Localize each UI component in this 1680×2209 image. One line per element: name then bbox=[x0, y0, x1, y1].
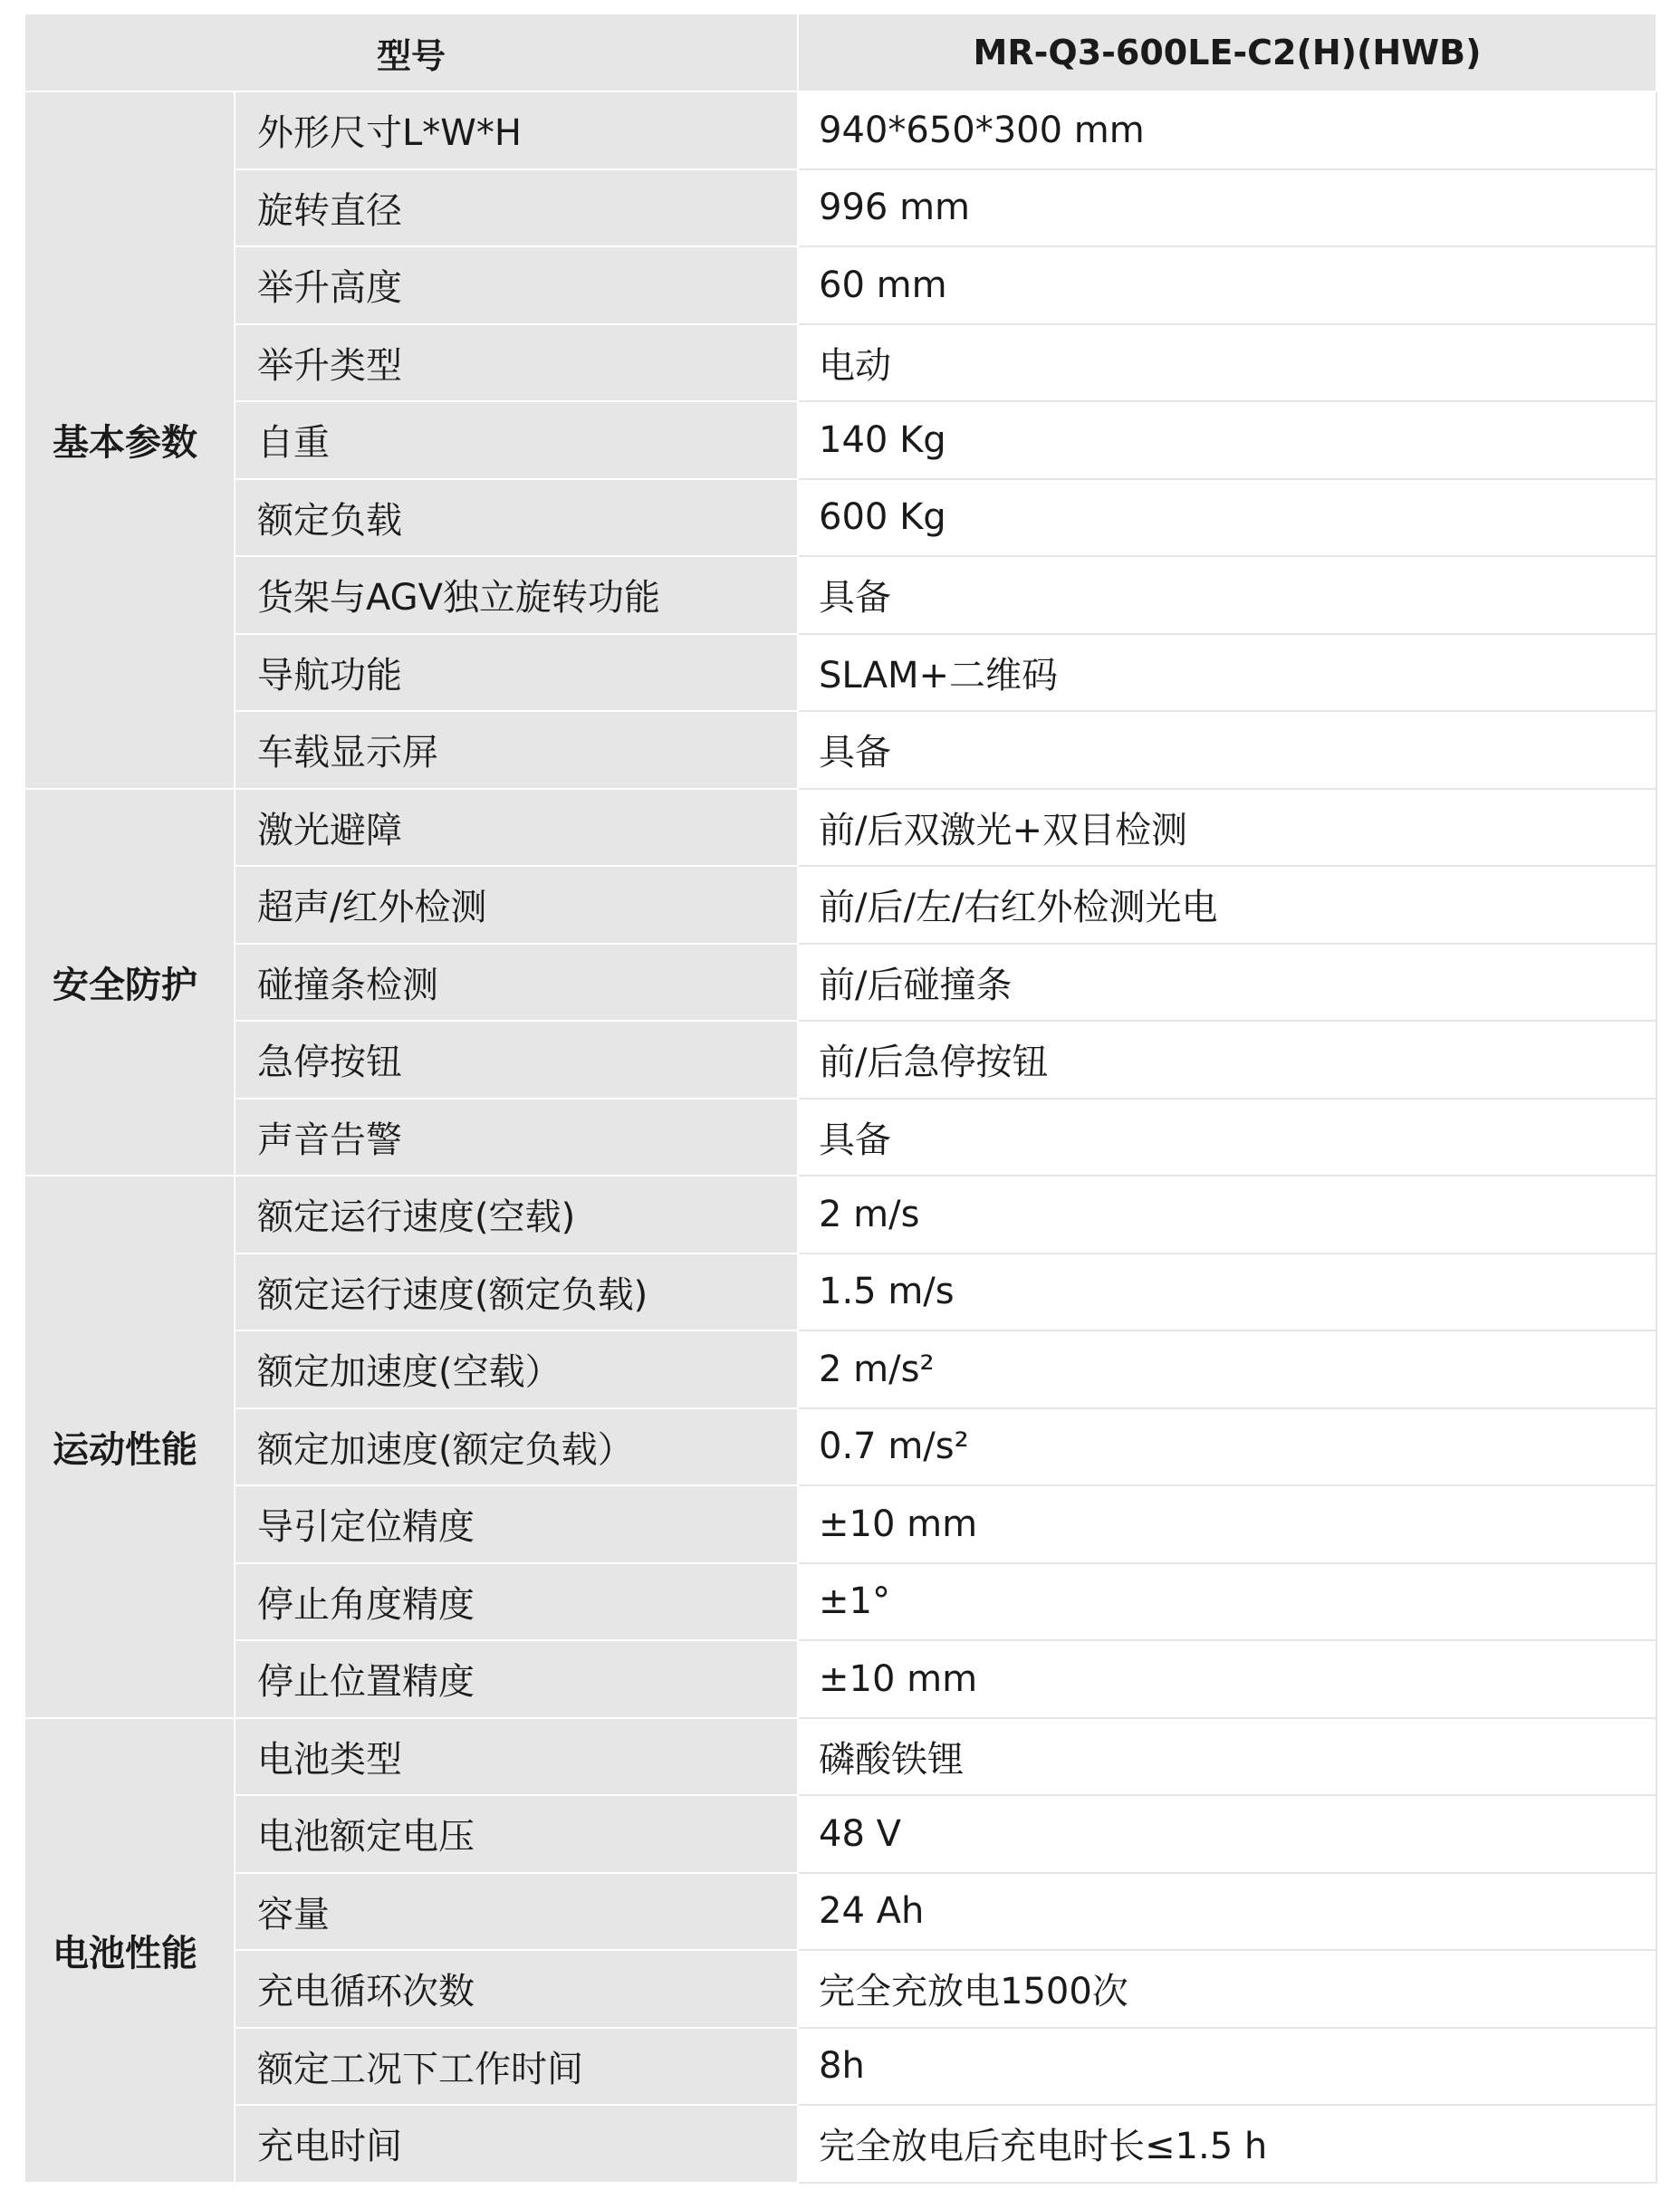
parameter-value: 48 V bbox=[798, 1795, 1656, 1873]
parameter-name: 激光避障 bbox=[235, 789, 798, 867]
parameter-name: 举升类型 bbox=[235, 324, 798, 402]
parameter-name: 额定加速度(空载） bbox=[235, 1330, 798, 1408]
parameter-name: 举升高度 bbox=[235, 246, 798, 324]
table-row bbox=[24, 324, 1656, 402]
parameter-value: 24 Ah bbox=[798, 1873, 1656, 1951]
parameter-name: 碰撞条检测 bbox=[235, 944, 798, 1022]
parameter-name: 导航功能 bbox=[235, 634, 798, 712]
parameter-name: 停止角度精度 bbox=[235, 1563, 798, 1641]
parameter-name: 车载显示屏 bbox=[235, 711, 798, 789]
parameter-value: 具备 bbox=[798, 1099, 1656, 1177]
parameter-name: 货架与AGV独立旋转功能 bbox=[235, 556, 798, 634]
parameter-name: 超声/红外检测 bbox=[235, 866, 798, 944]
category-cell: 电池性能 bbox=[24, 1718, 235, 2183]
parameter-value: 2 m/s² bbox=[798, 1330, 1656, 1408]
parameter-value: 完全放电后充电时长≤1.5 h bbox=[798, 2105, 1656, 2183]
parameter-value: 60 mm bbox=[798, 246, 1656, 324]
table-row bbox=[24, 2028, 1656, 2106]
parameter-name: 额定负载 bbox=[235, 479, 798, 557]
category-cell: 安全防护 bbox=[24, 789, 235, 1177]
spec-body bbox=[24, 91, 1656, 2183]
parameter-value: 140 Kg bbox=[798, 401, 1656, 479]
table-row bbox=[24, 1873, 1656, 1951]
parameter-name: 额定工况下工作时间 bbox=[235, 2028, 798, 2106]
parameter-name: 充电时间 bbox=[235, 2105, 798, 2183]
table-row bbox=[24, 1408, 1656, 1486]
table-row bbox=[24, 944, 1656, 1022]
parameter-value: 前/后急停按钮 bbox=[798, 1021, 1656, 1099]
table-row bbox=[24, 1640, 1656, 1718]
parameter-value: 具备 bbox=[798, 556, 1656, 634]
parameter-value: 电动 bbox=[798, 324, 1656, 402]
parameter-value: 8h bbox=[798, 2028, 1656, 2106]
model-label: 型号 bbox=[24, 14, 798, 91]
category-cell: 基本参数 bbox=[24, 91, 235, 789]
table-row bbox=[24, 866, 1656, 944]
parameter-value: 磷酸铁锂 bbox=[798, 1718, 1656, 1796]
parameter-name: 额定加速度(额定负载） bbox=[235, 1408, 798, 1486]
table-row bbox=[24, 169, 1656, 247]
table-row bbox=[24, 556, 1656, 634]
parameter-name: 停止位置精度 bbox=[235, 1640, 798, 1718]
parameter-name: 导引定位精度 bbox=[235, 1485, 798, 1563]
table-row bbox=[24, 1718, 1656, 1796]
header-row bbox=[24, 14, 1656, 91]
parameter-name: 旋转直径 bbox=[235, 169, 798, 247]
table-row bbox=[24, 1795, 1656, 1873]
parameter-name: 充电循环次数 bbox=[235, 1950, 798, 2028]
table-row bbox=[24, 789, 1656, 867]
parameter-value: 前/后碰撞条 bbox=[798, 944, 1656, 1022]
parameter-value: 600 Kg bbox=[798, 479, 1656, 557]
table-row bbox=[24, 1485, 1656, 1563]
table-row bbox=[24, 1021, 1656, 1099]
parameter-value: SLAM+二维码 bbox=[798, 634, 1656, 712]
parameter-name: 外形尺寸L*W*H bbox=[235, 91, 798, 169]
table-row bbox=[24, 91, 1656, 169]
parameter-name: 电池类型 bbox=[235, 1718, 798, 1796]
parameter-name: 自重 bbox=[235, 401, 798, 479]
table-row bbox=[24, 1563, 1656, 1641]
parameter-value: 完全充放电1500次 bbox=[798, 1950, 1656, 2028]
parameter-value: 前/后/左/右红外检测光电 bbox=[798, 866, 1656, 944]
parameter-value: 0.7 m/s² bbox=[798, 1408, 1656, 1486]
spec-table bbox=[24, 13, 1657, 2184]
table-row bbox=[24, 2105, 1656, 2183]
parameter-name: 电池额定电压 bbox=[235, 1795, 798, 1873]
parameter-name: 额定运行速度(空载) bbox=[235, 1176, 798, 1253]
parameter-name: 急停按钮 bbox=[235, 1021, 798, 1099]
table-row bbox=[24, 479, 1656, 557]
table-row bbox=[24, 1330, 1656, 1408]
table-row bbox=[24, 401, 1656, 479]
table-row bbox=[24, 1176, 1656, 1253]
table-row bbox=[24, 1950, 1656, 2028]
parameter-value: 1.5 m/s bbox=[798, 1253, 1656, 1331]
parameter-value: 具备 bbox=[798, 711, 1656, 789]
table-row bbox=[24, 246, 1656, 324]
table-row bbox=[24, 634, 1656, 712]
parameter-value: 2 m/s bbox=[798, 1176, 1656, 1253]
category-cell: 运动性能 bbox=[24, 1176, 235, 1718]
parameter-name: 额定运行速度(额定负载) bbox=[235, 1253, 798, 1331]
table-row bbox=[24, 1099, 1656, 1177]
table-row bbox=[24, 711, 1656, 789]
parameter-value: 996 mm bbox=[798, 169, 1656, 247]
parameter-name: 容量 bbox=[235, 1873, 798, 1951]
parameter-value: ±1° bbox=[798, 1563, 1656, 1641]
parameter-value: ±10 mm bbox=[798, 1485, 1656, 1563]
parameter-name: 声音告警 bbox=[235, 1099, 798, 1177]
model-value: MR-Q3-600LE-C2(H)(HWB) bbox=[798, 14, 1656, 91]
parameter-value: 前/后双激光+双目检测 bbox=[798, 789, 1656, 867]
parameter-value: ±10 mm bbox=[798, 1640, 1656, 1718]
parameter-value: 940*650*300 mm bbox=[798, 91, 1656, 169]
table-row bbox=[24, 1253, 1656, 1331]
